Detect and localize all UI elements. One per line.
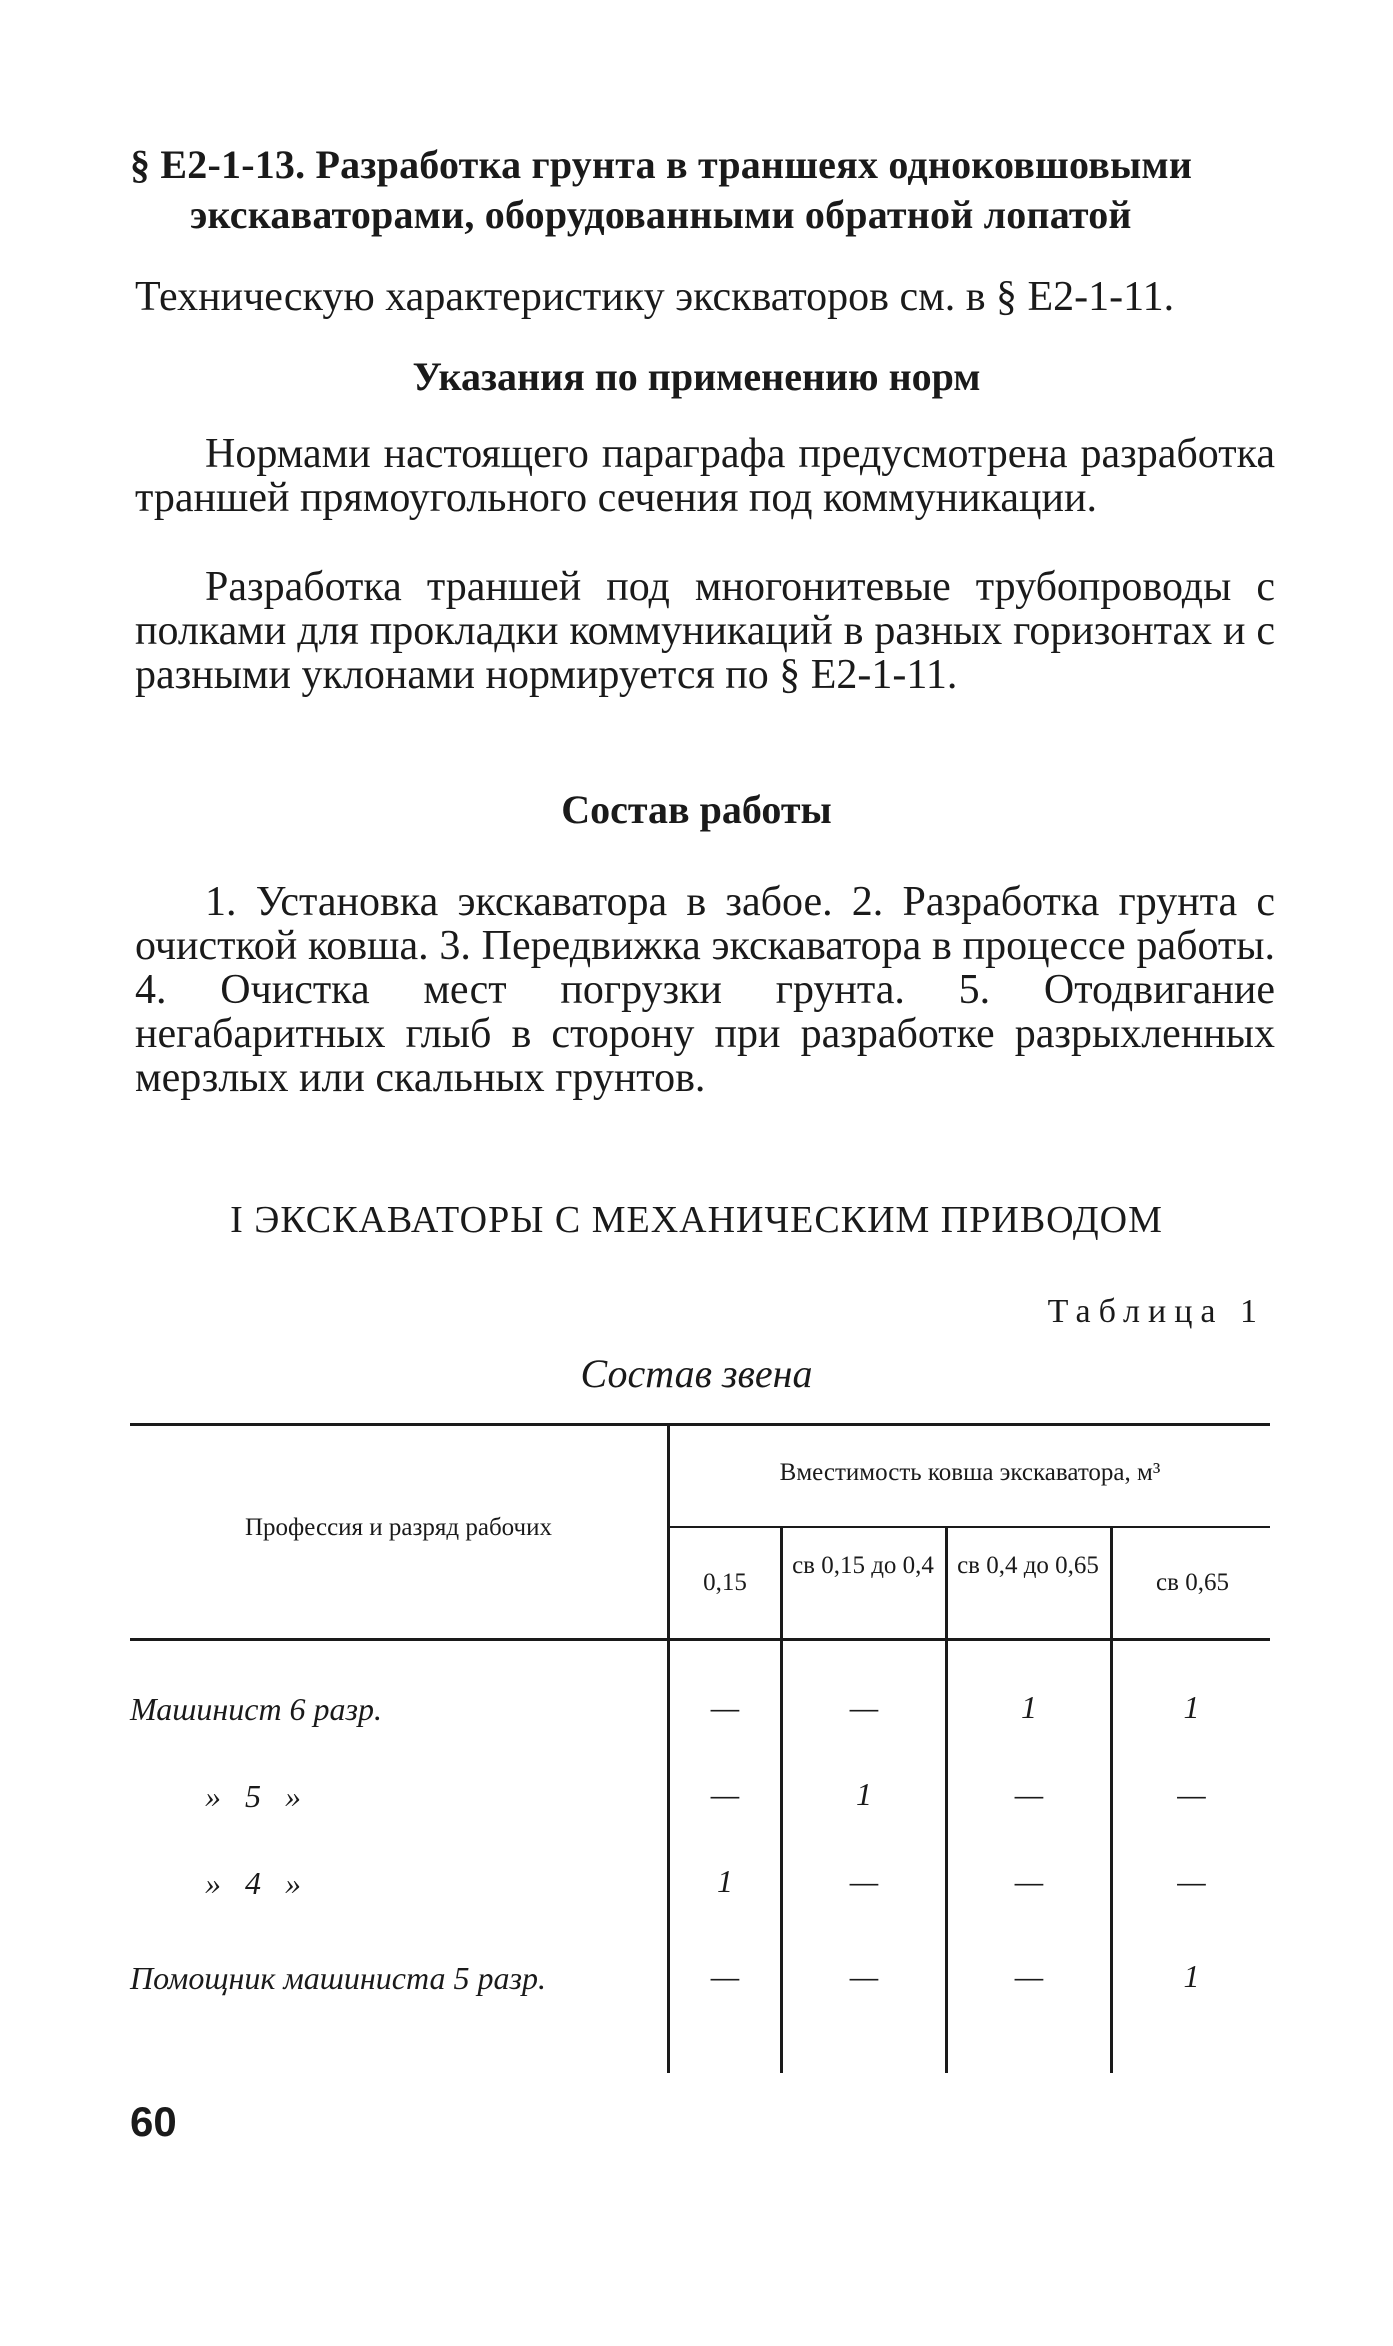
- row-label-1: Машинист 6 разр.: [130, 1691, 383, 1727]
- table-caption: Состав звена: [580, 1351, 813, 1396]
- column-header-2: св 0,15 до 0,4: [792, 1552, 934, 1579]
- column-header-3: св 0,4 до 0,65: [957, 1552, 1099, 1579]
- section-heading-line-1: § Е2-1-13. Разработка грунта в траншеях одноковшовыми: [130, 142, 1193, 187]
- table-cell: 1: [717, 1863, 733, 1899]
- table-cell: —: [849, 1863, 879, 1899]
- section-heading-line-2: экскаваторами, оборудованными обратной лопатой: [190, 192, 1132, 237]
- intro-text: Техническую характеристику экскваторов см. в § Е2-1-11.: [135, 274, 1175, 320]
- section-title: I ЭКСКАВАТОРЫ С МЕХАНИЧЕСКИМ ПРИВОДОМ: [230, 1199, 1163, 1241]
- row-label-2: » 5 »: [205, 1778, 301, 1814]
- table-cell: 1: [856, 1776, 872, 1812]
- header-sub-rule: [670, 1526, 1270, 1528]
- table-cell: —: [1177, 1863, 1206, 1899]
- table-cell: —: [1014, 1776, 1044, 1812]
- table-cell: —: [1014, 1863, 1044, 1899]
- table-cell: —: [849, 1689, 879, 1725]
- table-cell: —: [710, 1689, 740, 1725]
- row-label-4: Помощник машиниста 5 разр.: [130, 1960, 546, 1996]
- header-capacity: Вместимость ковша экскаватора, м³: [779, 1459, 1161, 1486]
- header-profession: Профессия и разряд рабочих: [245, 1514, 552, 1541]
- column-header-4: св 0,65: [1156, 1569, 1229, 1596]
- table-cell: —: [710, 1776, 740, 1812]
- table-label: Таблица 1: [1047, 1293, 1265, 1330]
- column-header-1: 0,15: [703, 1569, 747, 1596]
- table-cell: —: [849, 1958, 879, 1994]
- row-label-3: » 4 »: [205, 1865, 301, 1901]
- table-cell: 1: [1183, 1958, 1200, 1994]
- table-cell: 1: [1183, 1689, 1200, 1725]
- section-heading: [130, 140, 1320, 240]
- usage-paragraph-2: Разработка траншей под многонитевые трубопроводы с полками для прокладки коммуникаций в разных горизонтах и с разными уклонами нормируется по § Е2-1-11.: [135, 564, 1275, 698]
- table-cell: —: [1177, 1776, 1206, 1812]
- usage-paragraph-1: Нормами настоящего параграфа предусмотрена разработка траншей прямоугольного сечения под коммуникации.: [135, 431, 1275, 521]
- work-heading: Состав работы: [561, 787, 832, 832]
- page-number: 60: [130, 2098, 177, 2145]
- crew-table: [130, 1423, 1270, 2073]
- usage-heading: Указания по применению норм: [412, 354, 981, 399]
- table-cell: —: [1014, 1958, 1044, 1994]
- work-paragraph: 1. Установка экскаватора в забое. 2. Разработка грунта с очисткой ковша. 3. Передвижка экскаватора в процессе работы. 4. Очистка мест погрузки грунта. 5. Отодвигание негабаритных глыб в сторону при разработке разрыхленных мерзлых или скальных грунтов.: [135, 879, 1275, 1101]
- table-top-rule: [130, 1423, 1270, 1426]
- table-cell: 1: [1021, 1689, 1037, 1725]
- header-bottom-rule: [130, 1638, 1270, 1641]
- table-cell: —: [710, 1958, 740, 1994]
